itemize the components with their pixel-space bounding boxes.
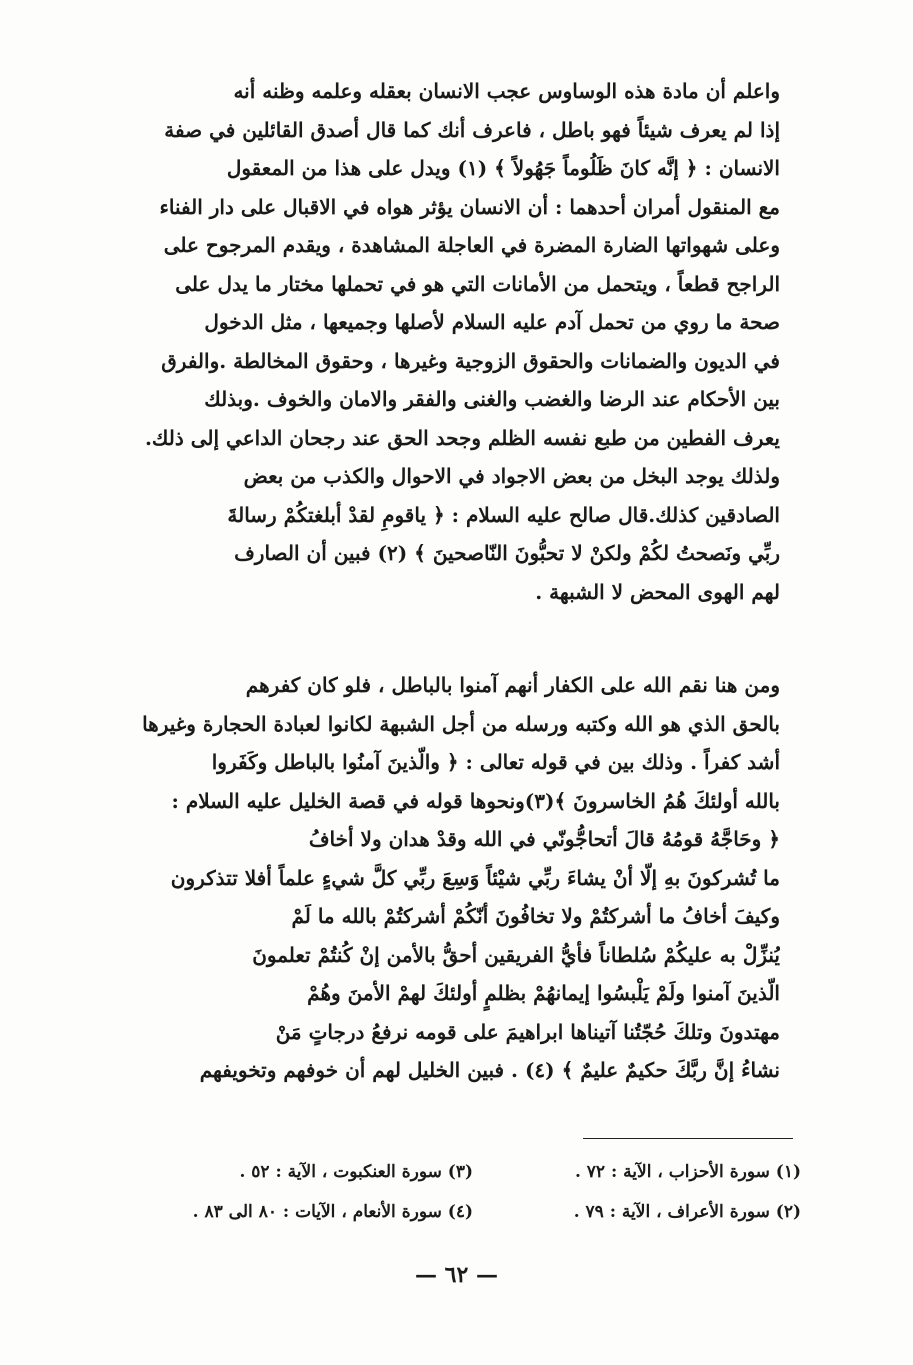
text-line: أشد كفراً . وذلك بين في قوله تعالى : ﴿ والّذينَ آمنُوا بالباطل وكَفَروا: [211, 750, 780, 774]
footnote-3: (٣) سورة العنكبوت ، الآية : ٥٢ .: [239, 1162, 473, 1182]
text-line: الانسان : ﴿ إنَّه كانَ ظَلُوماً جَهُولاً ﴾ (١) ويدل على هذا من المعقول: [226, 156, 780, 180]
text-line: في الديون والضمانات والحقوق الزوجية وغيرها ، وحقوق المخالطة .والفرق: [161, 348, 780, 373]
text-line: ﴿ وحَاجَّهُ قومُهُ قالَ أتحاجُّونّي في الله وقدْ هدان ولا أخافُ: [308, 827, 780, 851]
text-line: لهم الهوى المحض لا الشبهة .: [535, 579, 780, 604]
text-line: بالله أولئكَ هُمُ الخاسرونَ ﴾(٣)ونحوها قوله في قصة الخليل عليه السلام :: [171, 788, 780, 813]
text-line: ومن هنا نقم الله على الكفار أنهم آمنوا بالباطل ، فلو كان كفرهم: [245, 673, 780, 697]
text-line: الصادقين كذلك.قال صالح عليه السلام : ﴿ ياقومِ لقدْ أبلغتكُمْ رسالةَ: [227, 502, 780, 527]
text-line: ربِّي ونَصحتُ لكُمْ ولكنْ لا تحبُّونَ النّاصحينَ ﴾ (٢) فبين أن الصارف: [234, 541, 780, 565]
text-line: إذا لم يعرف شيئاً فهو باطل ، فاعرف أنك كما قال أصدق القائلين في صفة: [164, 117, 780, 142]
footnote-2: (٢) سورة الأعراف ، الآية : ٧٩ .: [573, 1202, 801, 1222]
text-line: يعرف الفطين من طبع نفسه الظلم وجحد الحق عند رجحان الداعي إلى ذلك.: [144, 425, 780, 450]
text-line: مع المنقول أمران أحدهما : أن الانسان يؤثر هواه في الاقبال على دار الفناء: [159, 194, 780, 219]
text-line: واعلم أن مادة هذه الوساوس عجب الانسان بعقله وعلمه وظنه أنه: [233, 79, 780, 103]
text-line: الراجح قطعاً ، ويتحمل من الأمانات التي هو في تحملها مختار ما يدل على: [175, 271, 780, 296]
text-line: مهتدونَ وتلكَ حُجّتُنا آتيناها ابراهيمَ على قومه نرفعُ درجاتٍ مَنْ: [275, 1019, 780, 1044]
page-number: — ٦٢ —: [415, 1262, 498, 1288]
paragraph-2: [130, 666, 780, 1090]
text-line: ولذلك يوجد البخل من بعض الاجواد في الاحوال والكذب من بعض: [243, 464, 780, 488]
text-line: الّذينَ آمنوا ولَمْ يَلْبسُوا إيمانهُمْ بظلمٍ أولئكَ لهمْ الأمنَ وهُمْ: [307, 981, 780, 1005]
footnote-1: (١) سورة الأحزاب ، الآية : ٧٢ .: [574, 1162, 801, 1182]
footnote-4: (٤) سورة الأنعام ، الآيات : ٨٠ الى ٨٣ .: [192, 1202, 473, 1222]
paragraph-1: [130, 72, 780, 611]
text-line: ما تُشركونَ بهِ إلّا أنْ يشاءَ ربِّي شيْئاً وَسِعَ ربِّي كلَّ شيءٍ علماً أفلا تتذكرون: [170, 865, 780, 890]
text-line: بالحق الذي هو الله وكتبه ورسله من أجل الشبهة لكانوا لعبادة الحجارة وغيرها: [142, 711, 780, 736]
footnote-divider: [583, 1138, 793, 1139]
text-line: وكيفَ أخافُ ما أشركتُمْ ولا تخافُونَ أنّكُمْ أشركتُمْ بالله ما لَمْ: [291, 904, 780, 928]
text-line: صحة ما روي من تحمل آدم عليه السلام لأصلها وجميعها ، مثل الدخول: [204, 310, 780, 334]
text-line: وعلى شهواتها الضارة المضرة في العاجلة المشاهدة ، ويقدم المرجوح على: [163, 233, 780, 257]
text-line: بين الأحكام عند الرضا والغضب والغنى والفقر والامان والخوف .وبذلك: [204, 387, 780, 411]
text-line: يُنزِّلْ به عليكُمْ سُلطاناً فأيُّ الفريقين أحقُّ بالأمن إنْ كُنتُمْ تعلمونَ: [252, 942, 780, 967]
text-line: نشاءُ إنَّ ربَّكَ حكيمٌ عليمٌ ﴾ (٤) . فبين الخليل لهم أن خوفهم وتخويفهم: [199, 1058, 780, 1082]
